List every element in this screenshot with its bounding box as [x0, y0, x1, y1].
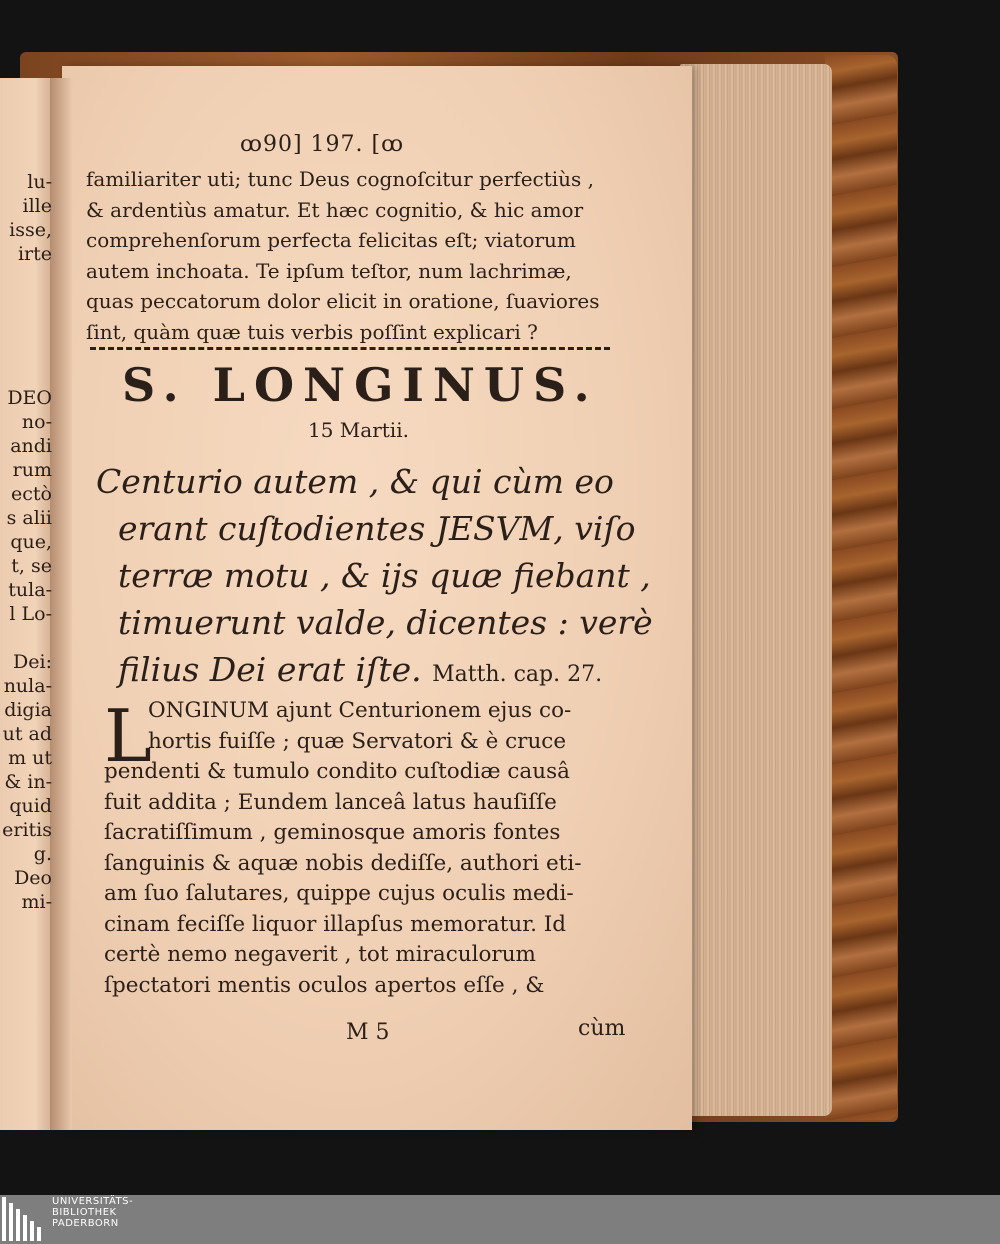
text-line: autem inchoata. Te ipſum teſtor, num lachrimæ, [86, 258, 572, 283]
left-page-fragment: isse, [9, 219, 52, 241]
logo-line: PADERBORN [52, 1218, 119, 1229]
text-line: ſanguinis & aquæ nobis dediſſe, authori eti- [104, 850, 582, 876]
drop-cap: L [104, 694, 152, 778]
scripture-quote [96, 458, 653, 693]
left-page-fragment: m ut [8, 747, 52, 769]
section-divider [90, 347, 610, 350]
quote-line: terræ motu , & ijs quæ fiebant , [118, 556, 651, 595]
book-gutter [50, 78, 72, 1130]
left-page-fragment: s alii [6, 507, 52, 529]
text-line: am ſuo ſalutares, quippe cujus oculis medi- [104, 881, 574, 906]
logo-line: UNIVERSITÄTS- [52, 1196, 134, 1207]
left-page-fragment: ille [22, 195, 52, 217]
library-logo-text [52, 1196, 133, 1229]
page-edges [680, 64, 832, 1116]
left-page-fragment: g. [33, 843, 52, 865]
library-logo-icon [2, 1197, 48, 1241]
continued-paragraph [86, 164, 600, 347]
left-page-fragment: ectò [11, 483, 52, 505]
left-page-fragment [0, 338, 52, 362]
book-cover-edge [825, 55, 897, 1120]
left-page-text-fragments [0, 170, 52, 914]
quote-line [96, 646, 653, 693]
left-page-fragment: nula- [3, 675, 52, 697]
left-page-fragment: l Lo- [9, 603, 52, 625]
left-page-fragment: rum [12, 459, 52, 481]
left-page-fragment: irte [17, 243, 52, 265]
quote-line: erant cuſtodientes JESVM, viſo [118, 509, 636, 548]
left-page-fragment: tula- [8, 579, 52, 601]
text-line: ONGINUM ajunt Centurionem ejus co- [148, 698, 572, 723]
text-line: comprehenſorum perfecta felicitas eſt; viatorum [86, 228, 576, 252]
left-page-fragment: eritis [2, 819, 52, 841]
text-line: cinam feciſſe liquor illapſus memoratur. Id [104, 911, 567, 937]
logo-line: BIBLIOTHEK [52, 1207, 117, 1218]
left-page-fragment: DEO [7, 387, 52, 409]
feast-date: 15 Martii. [308, 418, 409, 442]
text-line: pendenti & tumulo condito cuſtodiæ causâ [104, 759, 570, 784]
left-page-fragment [0, 314, 52, 338]
body-paragraph [104, 696, 581, 1001]
left-page-fragment: ut ad [2, 723, 52, 745]
left-page-fragment: quid [9, 795, 52, 817]
page-header: ꝏ90] 197. [ꝏ [240, 132, 405, 157]
left-page-fragment: mi- [21, 891, 52, 913]
left-page-fragment [0, 266, 52, 290]
left-page-fragment: t, se [11, 555, 52, 577]
text-line: ſpectatori mentis oculos apertos eſſe , & [104, 972, 545, 998]
left-page-fragment: lu- [27, 171, 52, 193]
left-page-fragment: digia [4, 699, 52, 721]
left-page-fragment: que, [10, 531, 52, 553]
left-page-fragment: no- [21, 411, 52, 433]
left-page-fragment [0, 362, 52, 386]
text-line: certè nemo negaverit , tot miraculorum [104, 942, 536, 967]
left-page-fragment: Dei: [13, 651, 52, 673]
left-page-fragment [0, 290, 52, 314]
text-line: quas peccatorum dolor elicit in oratione, ſuaviores [86, 289, 600, 313]
text-line: fuit addita ; Eundem lanceâ latus hauſiſſe [104, 789, 557, 815]
text-line: ſint, quàm quæ tuis verbis poſſint explicari ? [86, 319, 538, 344]
footer-bar [0, 1195, 1000, 1244]
left-page-fragment: andi [10, 435, 52, 457]
quote-line: Centurio autem , & qui cùm eo [96, 462, 614, 501]
section-title: S. LONGINUS. [122, 358, 599, 412]
text-line: & ardentiùs amatur. Et hæc cognitio, & hic amor [86, 197, 584, 222]
left-page-fragment: & in- [4, 771, 52, 793]
catchword: cùm [578, 1016, 626, 1041]
scripture-reference: Matth. cap. 27. [432, 662, 603, 687]
text-line: hortis fuiſſe ; quæ Servatori & è cruce [148, 728, 567, 754]
left-page-fragment: Deo [14, 867, 52, 889]
quote-line-text: filius Dei erat iſte. [118, 650, 422, 689]
text-line: familiariter uti; tunc Deus cognoſcitur perfectiùs , [86, 167, 595, 191]
signature-mark: M 5 [346, 1020, 390, 1045]
text-line: ſacratiſſimum , geminosque amoris fontes [104, 820, 561, 845]
quote-line: timuerunt valde, dicentes : verè [118, 603, 653, 642]
left-page-fragment [0, 626, 52, 650]
